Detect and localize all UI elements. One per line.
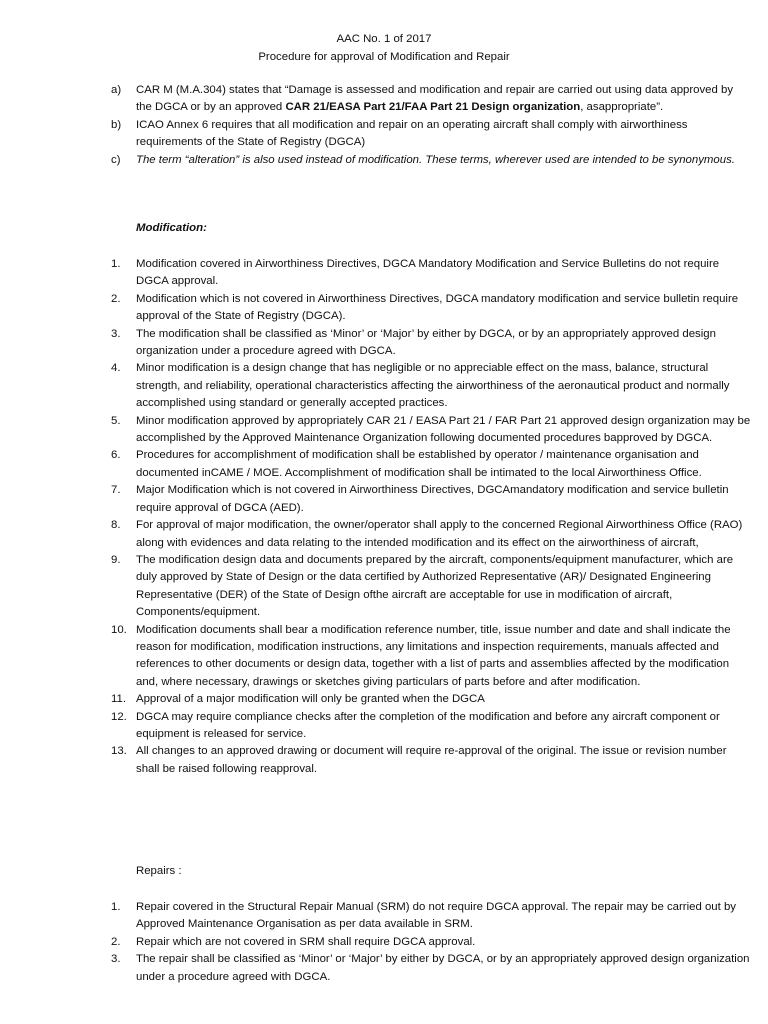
list-item: 8. For approval of major modification, the owner/operator shall apply to the concerned Regional Airworthiness Office (RAO) along with evidences and data relating to the intended modification and its effect on the airworthiness of aircraft,: [111, 519, 743, 549]
list-item: 3. The repair shall be classified as ‘Minor’ or ‘Major’ by either by DGCA, or by an appropriately approved design organization under a procedure agreed with DGCA.: [111, 953, 750, 983]
list-item: 6. Procedures for accomplishment of modification shall be established by operator / maintenance organisation and documented inCAME / MOE. Accomplishment of modification shall be intimated to the local Airworthiness Office.: [111, 449, 702, 479]
intro-item-a: a) CAR M (M.A.304) states that “Damage is assessed and modification and repair are carried out using data approved by the DGCA or by an approved CAR 21/EASA Part 21/FAA Part 21 Design organization, asappropriate”.: [111, 84, 734, 114]
list-item: 5. Minor modification approved by appropriately CAR 21 / EASA Part 21 / FAR Part 21 approved design organization may be accomplished by the Approved Maintenance Organization following documented procedures bapproved by DGCA.: [111, 414, 751, 445]
list-item: 11. Approval of a major modification will only be granted when the DGCA: [111, 693, 485, 706]
document-number: AAC No. 1 of 2017: [336, 33, 432, 45]
list-item: 12. DGCA may require compliance checks after the completion of the modification and before any aircraft component or equipment is released for service.: [111, 710, 720, 740]
list-item: 2. Repair which are not covered in SRM shall require DGCA approval.: [111, 935, 476, 948]
intro-item-b: b) ICAO Annex 6 requires that all modification and repair on an operating aircraft shall comply with airworthiness requirements of the State of Registry (DGCA): [111, 118, 688, 149]
modification-heading: Modification:: [136, 222, 207, 234]
list-item: 13. All changes to an approved drawing or document will require re-approval of the original. The issue or revision number shall be raised following reapproval.: [111, 745, 727, 775]
list-item: 10. Modification documents shall bear a modification reference number, title, issue number and date and shall indicate the reason for modification, modification instructions, any limitations and inspection requirements, manuals affected and references to other documents or design data, together with a list of parts and assemblies affected by the modification and, where necessary, drawings or sketches giving particulars of parts before and after modification.: [111, 623, 731, 688]
list-item: 3. The modification shall be classified as ‘Minor’ or ‘Major’ by either by DGCA, or by an appropriately approved design organization under a procedure agreed with DGCA.: [111, 327, 716, 358]
list-item: 9. The modification design data and documents prepared by the aircraft, components/equipment manufacturer, which are duly approved by State of Design or the data certified by Authorized Representative (AR)/ Designated Engineering Representative (DER) of the State of Design ofthe aircraft are acceptable for use in modification of aircraft, Components/equipment.: [111, 553, 734, 619]
list-item: 1. Repair covered in the Structural Repair Manual (SRM) do not require DGCA approval. The repair may be carried out by Approved Maintenance Organisation as per data available in SRM.: [111, 901, 736, 931]
repairs-list: [111, 899, 751, 986]
intro-list: [111, 82, 751, 169]
list-item: 2. Modification which is not covered in Airworthiness Directives, DGCA mandatory modification and service bulletin require approval of the State of Registry (DGCA).: [111, 292, 739, 323]
modification-list: [111, 256, 751, 778]
list-item: 1. Modification covered in Airworthiness Directives, DGCA Mandatory Modification and Service Bulletins do not require DGCA approval.: [111, 258, 720, 288]
list-item: 4. Minor modification is a design change that has negligible or no appreciable effect on the mass, balance, structural strength, and reliability, operational characteristics affecting the airworthiness of the aeronautical product and normally accomplished using standard or generally accepted practices.: [111, 362, 730, 410]
intro-item-c: c) The term “alteration” is also used instead of modification. These terms, wherever used are intended to be synonymous.: [111, 153, 735, 166]
document-title: Procedure for approval of Modification and Repair: [258, 51, 510, 63]
list-item: 7. Major Modification which is not covered in Airworthiness Directives, DGCAmandatory modification and service bulletin require approval of DGCA (AED).: [111, 484, 729, 514]
repairs-heading: Repairs :: [136, 865, 182, 877]
